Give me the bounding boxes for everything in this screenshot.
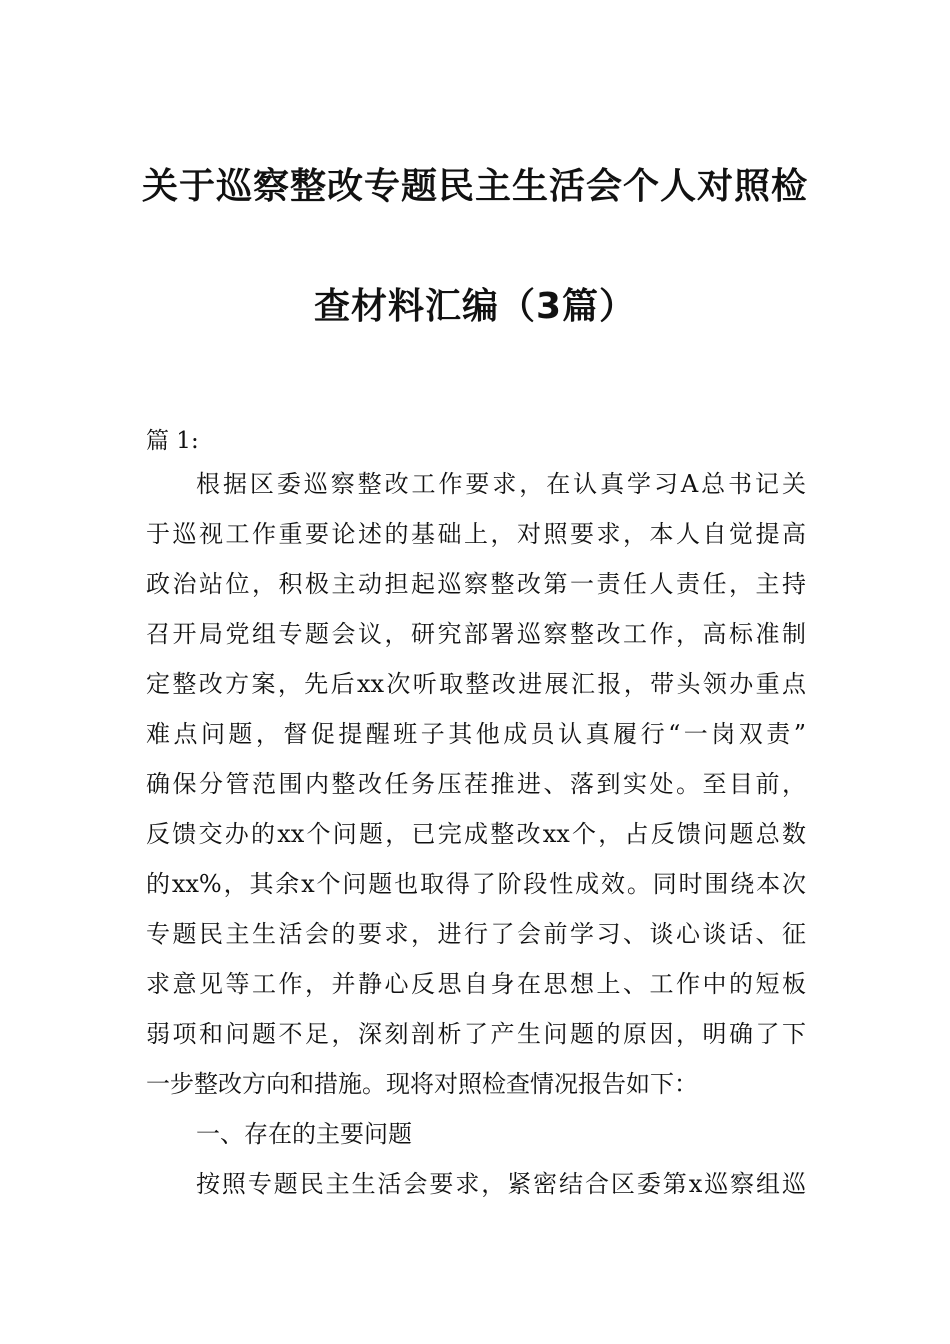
paragraph-line: 的xx%，其余x个问题也取得了阶段性成效。同时围绕本次 — [146, 870, 806, 898]
paragraph-line: 根据区委巡察整改工作要求，在认真学习A总书记关 — [196, 470, 806, 498]
paragraph-line: 政治站位，积极主动担起巡察整改第一责任人责任，主持 — [146, 570, 806, 598]
paragraph-line: 按照专题民主生活会要求，紧密结合区委第x巡察组巡 — [196, 1170, 806, 1198]
document-title-line-1: 关于巡察整改专题民主生活会个人对照检 — [141, 166, 808, 207]
paragraph-line: 难点问题，督促提醒班子其他成员认真履行“一岗双责” — [146, 720, 806, 748]
paragraph-line: 确保分管范围内整改任务压茬推进、落到实处。至目前， — [146, 770, 806, 798]
paragraph-line: 反馈交办的xx个问题，已完成整改xx个，占反馈问题总数 — [146, 820, 806, 848]
paragraph-line: 一步整改方向和措施。现将对照检查情况报告如下： — [146, 1070, 698, 1098]
paragraph-line: 定整改方案，先后xx次听取整改进展汇报，带头领办重点 — [146, 670, 806, 698]
paragraph-line: 求意见等工作，并静心反思自身在思想上、工作中的短板 — [146, 970, 806, 998]
section-heading: 一、存在的主要问题 — [196, 1120, 412, 1148]
document-title-line-2: 查材料汇编（3篇） — [313, 286, 637, 327]
paragraph-line: 专题民主生活会的要求，进行了会前学习、谈心谈话、征 — [146, 920, 806, 948]
section-label: 篇 1: — [146, 428, 199, 454]
paragraph-line: 弱项和问题不足，深刻剖析了产生问题的原因，明确了下 — [146, 1020, 806, 1048]
paragraph-line: 召开局党组专题会议，研究部署巡察整改工作，高标准制 — [146, 620, 806, 648]
paragraph-line: 于巡视工作重要论述的基础上，对照要求，本人自觉提高 — [146, 520, 806, 548]
